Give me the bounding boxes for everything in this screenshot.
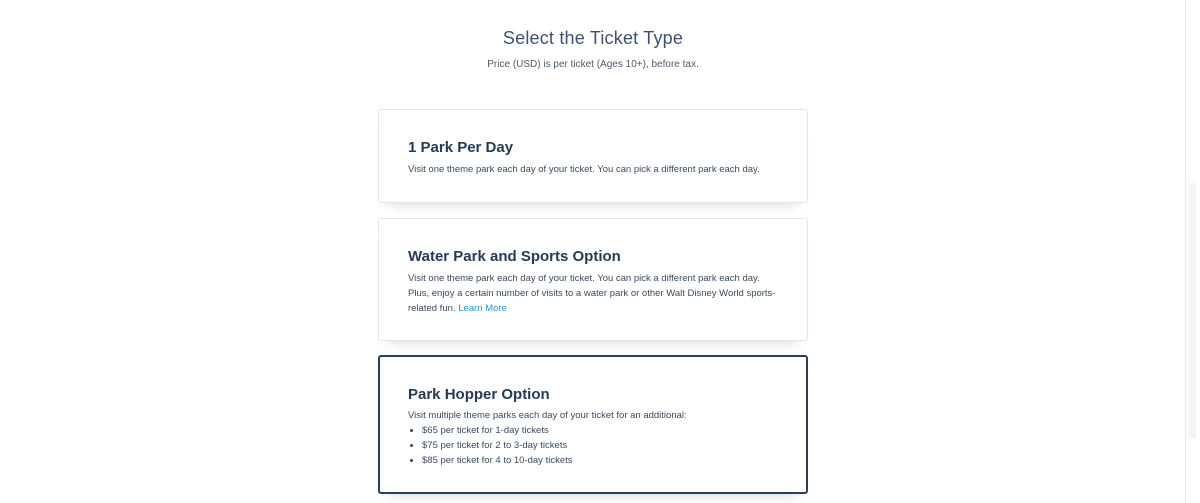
option-title: 1 Park Per Day — [408, 139, 514, 156]
option-title: Park Hopper Option — [408, 386, 550, 403]
price-list — [408, 423, 779, 468]
vertical-scrollbar[interactable] — [1185, 0, 1200, 503]
page-title: Select the Ticket Type — [502, 28, 684, 48]
option-description-text: Visit one theme park each day of your ticket. You can pick a different park each day. Plus, enjoy a certain number of visits to a water park or other Walt Disney World sports-related fun. — [408, 273, 776, 314]
option-title: Water Park and Sports Option — [408, 248, 621, 265]
price-list-item: • $75 per ticket for 2 to 3-day tickets — [422, 438, 779, 453]
page-header — [0, 28, 1186, 70]
ticket-option-water-park-sports[interactable] — [378, 218, 808, 341]
page-subtitle: Price (USD) is per ticket (Ages 10+), before tax. — [487, 59, 699, 70]
option-description: Visit one theme park each day of your ticket. You can pick a different park each day. — [408, 164, 760, 175]
scrollbar-thumb[interactable] — [1189, 183, 1196, 438]
ticket-option-1-park-per-day[interactable] — [378, 109, 808, 203]
ticket-option-park-hopper[interactable] — [378, 355, 808, 494]
option-description — [408, 271, 779, 316]
price-list-item: • $85 per ticket for 4 to 10-day tickets — [422, 453, 779, 468]
price-list-item: • $65 per ticket for 1-day tickets — [422, 423, 779, 438]
learn-more-link[interactable]: Learn More — [458, 303, 507, 314]
option-description: Visit multiple theme parks each day of your ticket for an additional: — [408, 410, 687, 421]
